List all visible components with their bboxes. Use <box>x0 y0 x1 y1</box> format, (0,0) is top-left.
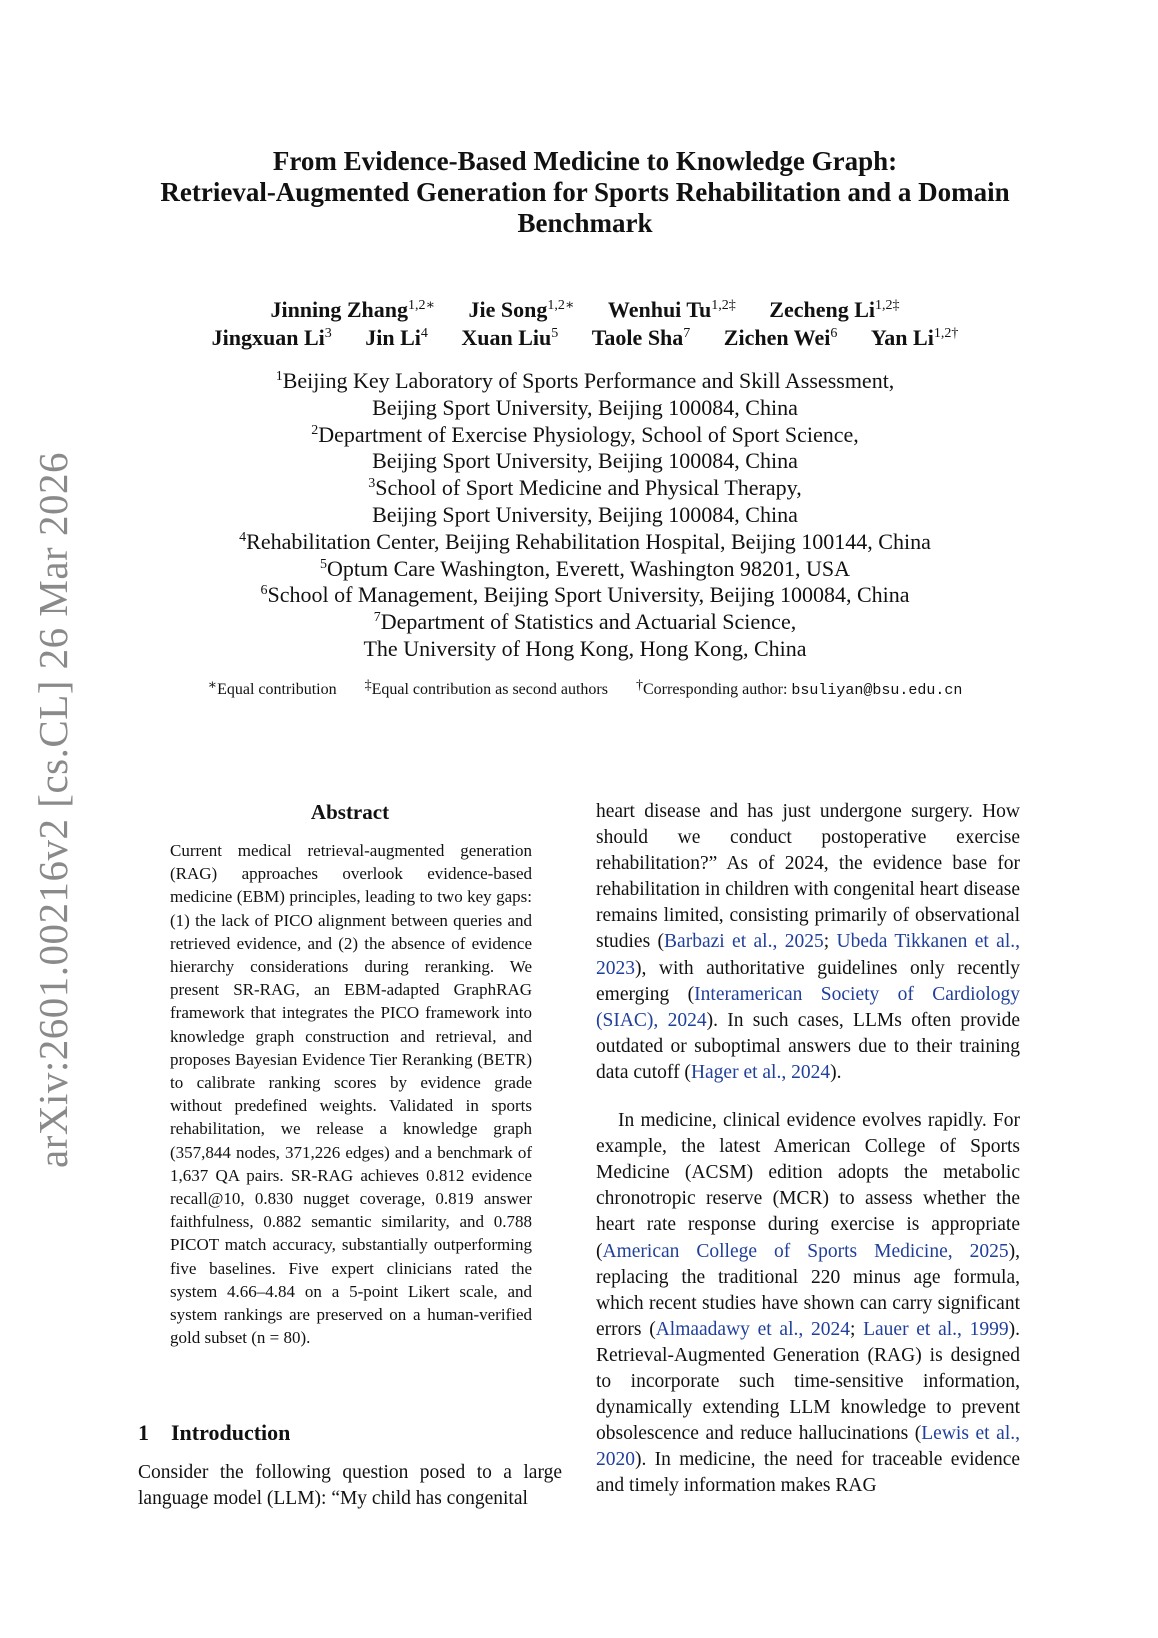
section-title: Introduction <box>171 1420 291 1445</box>
title-line: Benchmark <box>517 208 653 238</box>
citation-link[interactable]: Almaadawy et al., 2024 <box>655 1318 850 1340</box>
arxiv-stamp-text: arXiv:2601.00216v2 [cs.CL] 26 Mar 2026 <box>30 452 76 1168</box>
affiliation-line: $^7$Department of Statistics and Actuarial Science, <box>373 609 797 635</box>
affiliation-line: Beijing Sport University, Beijing 100084, China <box>372 448 798 474</box>
citation-link[interactable]: Ubeda Tikkanen et al., 2023 <box>596 931 1021 979</box>
affiliation-line: $^5$Optum Care Washington, Everett, Washington 98201, USA <box>320 555 850 581</box>
paragraph-1: heart disease and has just undergone surgery. How should we conduct postoperative exercise rehabilitation?” As of 2024, the evidence base for rehabilitation in children with congenital heart disease remains limited, consisting primarily of observational studies (Barbazi et al., 2025; Ubeda Tikkanen et al., 2023), with authoritative guidelines only recently emerging (Interamerican Society of Cardiology (SIAC), 2024). In such cases, LLMs often provide outdated or suboptimal answers due to their training data cutoff (Hager et al., 2024). <box>596 801 1021 1083</box>
citation-link[interactable]: Hager et al., 2024 <box>690 1061 831 1083</box>
author: Jin Li$^4$ <box>365 325 428 350</box>
affiliations <box>120 368 1050 663</box>
abstract-heading: Abstract <box>310 800 390 824</box>
author: Wenhui $Tu^{1,2\ddagger}$ <box>607 297 736 322</box>
title-line: From Evidence-Based Medicine to Knowledge Graph: <box>272 146 898 176</box>
citation-link[interactable]: Barbazi et al., 2025 <box>664 931 824 953</box>
paper-title <box>120 146 1050 239</box>
footnote-corresponding: †Corresponding author: bsuliyan@bsu.edu.cn <box>635 678 963 699</box>
affiliation-line: $^4$Rehabilitation Center, Beijing Rehabilitation Hospital, Beijing 100144, China <box>239 528 931 554</box>
author: Yan $Li^{1,2\dagger}$ <box>870 325 959 350</box>
author-footnotes <box>120 680 1050 701</box>
author: Xuan Liu$^5$ <box>461 325 559 350</box>
affiliation-line: Beijing Sport University, Beijing 100084, China <box>372 394 798 420</box>
arxiv-stamp <box>18 452 88 1168</box>
right-column <box>596 799 1020 1499</box>
intro-paragraph: Consider the following question posed to a large language model (LLM): “My child has congenital <box>138 1462 562 1509</box>
section-heading-introduction <box>138 1420 290 1446</box>
author-row-1 <box>120 296 1050 324</box>
affiliation-line: $^6$School of Management, Beijing Sport University, Beijing 100084, China <box>260 582 910 608</box>
author: Jinning Zhang$^{1,2∗}$ <box>270 297 436 322</box>
affiliation-line: $^2$Department of Exercise Physiology, School of Sport Science, <box>311 421 859 447</box>
affiliation-line: Beijing Sport University, Beijing 100084, China <box>372 501 798 527</box>
citation-link[interactable]: Interamerican Society of Cardiology (SIAC), 2024 <box>596 983 1021 1031</box>
title-line: Retrieval-Augmented Generation for Sports Rehabilitation and a Domain <box>160 177 1010 207</box>
author: Jingxuan Li$^3$ <box>211 325 332 350</box>
author: Zecheng $Li^{1,2\ddagger}$ <box>769 297 900 322</box>
affiliation-line: $^3$School of Sport Medicine and Physical Therapy, <box>368 475 802 501</box>
affiliation-line: $^1$Beijing Key Laboratory of Sports Performance and Skill Assessment, <box>275 368 895 393</box>
author: Zichen Wei$^6$ <box>723 325 838 350</box>
author: Jie Song$^{1,2∗}$ <box>468 297 575 322</box>
footnote-equal: ∗Equal contribution <box>207 678 337 698</box>
citation-link[interactable]: Lauer et al., 1999 <box>863 1318 1009 1340</box>
author-row-2 <box>120 324 1050 352</box>
citation-link[interactable]: American College of Sports Medicine, 2025 <box>602 1240 1009 1262</box>
affiliation-line: The University of Hong Kong, Hong Kong, China <box>363 635 807 661</box>
author-list <box>120 296 1050 352</box>
citation-link[interactable]: Lewis et al., 2020 <box>596 1423 1020 1471</box>
abstract-text: Current medical retrieval-augmented generation (RAG) approaches overlook evidence-based medicine (EBM) principles, leading to two key gaps: (1) the lack of PICO alignment between queries and retrieved evidence, and (2) the absence of evidence hierarchy considerations during reranking. We present SR-RAG, an EBM-adapted GraphRAG framework that integrates the PICO framework into knowledge graph construction and retrieval, and proposes Bayesian Evidence Tier Reranking (BETR) to calibrate ranking scores by evidence grade without predefined weights. Validated in sports rehabilitation, we release a knowledge graph (357,844 nodes, 371,226 edges) and a benchmark of 1,637 QA pairs. SR-RAG achieves 0.812 evidence recall@10, 0.830 nugget coverage, 0.819 answer faithfulness, 0.882 semantic similarity, and 0.788 PICOT match accuracy, substantially outperforming five baselines. Five expert clinicians rated the system 4.66–4.84 on a 5-point Likert scale, and system rankings are preserved on a human-verified gold subset (n = 80). <box>170 841 532 1348</box>
section-number: 1 <box>138 1420 149 1445</box>
corresponding-email[interactable]: bsuliyan@bsu.edu.cn <box>791 682 963 699</box>
author: Taole Sha$^7$ <box>591 325 691 350</box>
paragraph-2: In medicine, clinical evidence evolves rapidly. For example, the latest American College of Sports Medicine (ACSM) edition adopts the metabolic chronotropic reserve (MCR) to assess whether the heart rate response during exercise is appropriate (American College of Sports Medicine, 2025), replacing the traditional 220 minus age formula, which recent studies have shown can carry significant errors (Almaadawy et al., 2024; Lauer et al., 1999). Retrieval-Augmented Generation (RAG) is designed to incorporate such time-sensitive information, dynamically extending LLM knowledge to prevent obsolescence and reduce hallucinations (Lewis et al., 2020). In medicine, the need for traceable evidence and timely information makes RAG <box>596 1110 1020 1497</box>
footnote-second: ‡Equal contribution as second authors <box>364 678 608 698</box>
